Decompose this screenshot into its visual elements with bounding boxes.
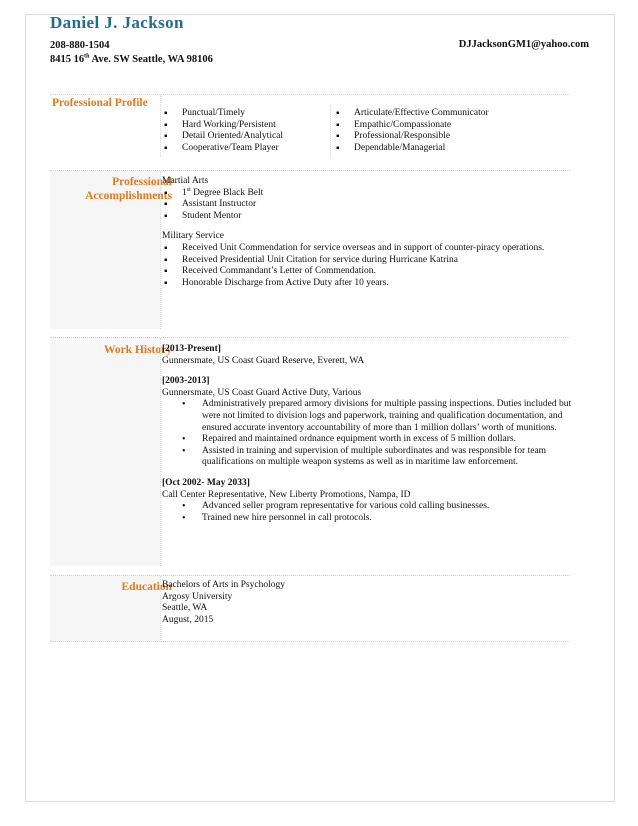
list-item: ▪ Student Mentor bbox=[162, 211, 572, 223]
list-item: ▪ Dependable/Managerial bbox=[334, 143, 534, 155]
education-heading: Education bbox=[121, 581, 172, 593]
school-location: Seattle, WA bbox=[162, 603, 208, 614]
job-title: Call Center Representative, New Liberty Promotions, Nampa, ID bbox=[162, 489, 411, 500]
martial-arts-title: Martial Arts bbox=[162, 176, 209, 186]
list-item: ▪ Honorable Discharge from Active Duty after 10 years. bbox=[162, 278, 572, 290]
work-history-section bbox=[50, 337, 570, 566]
profile-column-2 bbox=[334, 108, 534, 154]
list-item: ▪ Hard Working/Persistent bbox=[162, 120, 362, 132]
candidate-name: Daniel J. Jackson bbox=[50, 13, 184, 32]
accomplishments-heading: Professional Accomplishments bbox=[85, 176, 172, 202]
list-item: ▪ Empathic/Compassionate bbox=[334, 120, 534, 132]
degree: Bachelors of Arts in Psychology bbox=[162, 580, 285, 590]
list-item: • Repaired and maintained ordnance equipment worth in excess of 5 million dollars. bbox=[162, 434, 572, 446]
list-item: ▪ Cooperative/Team Player bbox=[162, 143, 362, 155]
profile-column-1 bbox=[162, 108, 362, 154]
school: Argosy University bbox=[162, 591, 233, 602]
military-service-title: Military Service bbox=[162, 231, 224, 242]
email-address: DJJacksonGM1@yahoo.com bbox=[458, 39, 589, 50]
job-period: [2013-Present] bbox=[162, 344, 221, 354]
phone-number: 208-880-1504 bbox=[50, 40, 110, 51]
list-item: ▪ Received Presidential Unit Citation for service during Hurricane Katrina bbox=[162, 255, 572, 267]
profile-section bbox=[50, 94, 570, 157]
list-item: • Advanced seller program representative for various cold calling businesses. bbox=[162, 501, 572, 513]
job-period: [Oct 2002- May 2033] bbox=[162, 477, 250, 488]
list-item: • Administratively prepared armory divisions for multiple passing inspections. Duties included but were not limited to division logs and paperwork, training and qualification documentation, and ensured accurate inventory accountability of more than 1 million dollars’ worth of munitions. bbox=[162, 399, 572, 434]
list-item: ▪ Received Commandant’s Letter of Commendation. bbox=[162, 266, 572, 278]
bottom-divider bbox=[50, 641, 570, 642]
contact-block bbox=[50, 39, 213, 67]
list-item: ▪ 1st Degree Black Belt bbox=[162, 188, 572, 200]
profile-heading: Professional Profile bbox=[52, 97, 148, 109]
job-title: Gunnersmate, US Coast Guard Reserve, Everett, WA bbox=[162, 355, 365, 366]
education-body bbox=[162, 580, 572, 626]
list-item: ▪ Received Unit Commendation for service overseas and in support of counter-piracy operations. bbox=[162, 243, 572, 255]
graduation-date: August, 2015 bbox=[162, 614, 214, 625]
job-period: [2003-2013] bbox=[162, 376, 210, 387]
list-item: • Trained new hire personnel in call protocols. bbox=[162, 513, 572, 525]
education-section bbox=[50, 575, 570, 642]
list-item: ▪ Articulate/Effective Communicator bbox=[334, 108, 534, 120]
work-history-heading: Work History bbox=[103, 344, 172, 356]
list-item: • Assisted in training and supervision of multiple subordinates and was responsible for team qualifications on multiple weapon systems as well as in maritime law enforcement. bbox=[162, 446, 572, 469]
accomplishments-section bbox=[50, 170, 570, 329]
list-item: ▪ Professional/Responsible bbox=[334, 131, 534, 143]
job-title: Gunnersmate, US Coast Guard Active Duty, Various bbox=[162, 387, 362, 398]
accomplishments-body bbox=[162, 176, 572, 289]
street-address: 8415 16th Ave. SW Seattle, WA 98106 bbox=[50, 53, 213, 65]
list-item: ▪ Punctual/Timely bbox=[162, 108, 362, 120]
list-item: ▪ Assistant Instructor bbox=[162, 199, 572, 211]
work-history-body bbox=[162, 344, 572, 524]
list-item: ▪ Detail Oriented/Analytical bbox=[162, 131, 362, 143]
